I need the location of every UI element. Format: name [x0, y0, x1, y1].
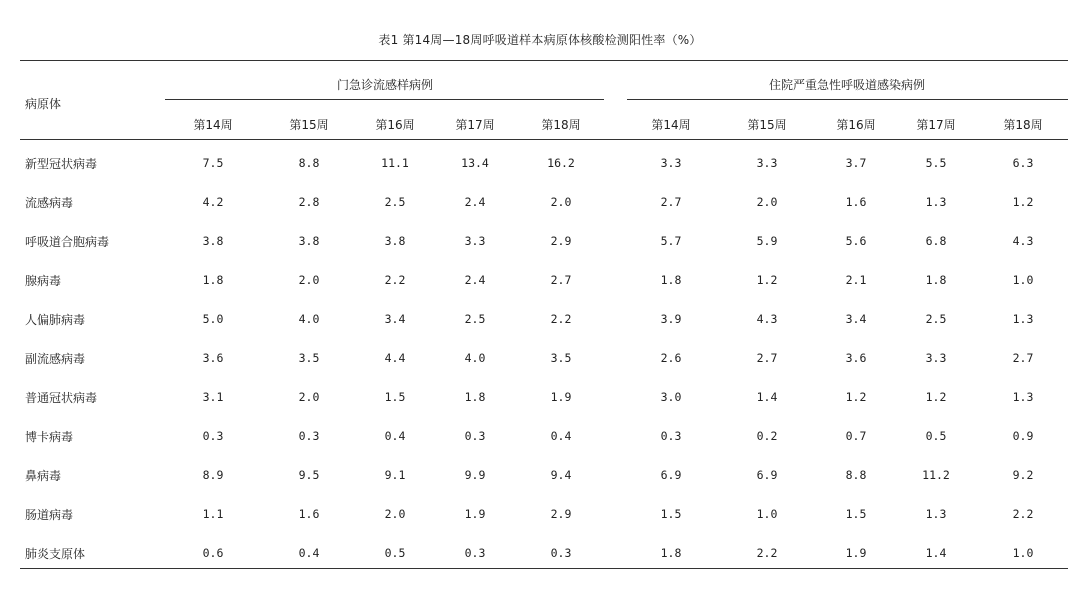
outpatient-rate-cell: 0.6	[202, 546, 224, 560]
outpatient-rate-cell: 16.2	[547, 156, 575, 170]
outpatient-rate-cell: 8.9	[202, 468, 224, 482]
outpatient-rate-cell: 2.2	[384, 273, 406, 287]
outpatient-week-header-4: 第17周	[455, 118, 495, 132]
inpatient-week-header-1: 第14周	[651, 118, 691, 132]
inpatient-rate-cell: 1.8	[660, 273, 682, 287]
outpatient-rate-cell: 1.5	[384, 390, 406, 404]
top-rule	[20, 60, 1068, 61]
inpatient-rate-cell: 0.7	[845, 429, 867, 443]
outpatient-rate-cell: 8.8	[298, 156, 320, 170]
table-caption: 表1 第14周—18周呼吸道样本病原体核酸检测阳性率（%）	[378, 33, 702, 47]
outpatient-rate-cell: 2.9	[550, 234, 572, 248]
inpatient-week-header-5: 第18周	[1003, 118, 1043, 132]
outpatient-rate-cell: 13.4	[461, 156, 489, 170]
inpatient-rate-cell: 4.3	[1012, 234, 1034, 248]
inpatient-rate-cell: 1.3	[925, 195, 947, 209]
inpatient-rate-cell: 3.4	[845, 312, 867, 326]
inpatient-rate-cell: 1.0	[1012, 273, 1034, 287]
inpatient-rate-cell: 1.8	[660, 546, 682, 560]
outpatient-rate-cell: 9.5	[298, 468, 320, 482]
inpatient-rate-cell: 1.3	[1012, 312, 1034, 326]
outpatient-rate-cell: 0.4	[298, 546, 320, 560]
inpatient-rate-cell: 3.0	[660, 390, 682, 404]
outpatient-rate-cell: 2.4	[464, 195, 486, 209]
header-bottom-rule	[20, 139, 1068, 140]
inpatient-rate-cell: 5.9	[756, 234, 778, 248]
outpatient-rate-cell: 3.3	[464, 234, 486, 248]
outpatient-rate-cell: 2.4	[464, 273, 486, 287]
outpatient-rate-cell: 11.1	[381, 156, 409, 170]
outpatient-rate-cell: 0.3	[550, 546, 572, 560]
pathogen-name: 人偏肺病毒	[25, 313, 86, 327]
pathogen-column-header: 病原体	[25, 97, 62, 111]
outpatient-week-header-1: 第14周	[193, 118, 233, 132]
inpatient-rate-cell: 2.2	[756, 546, 778, 560]
inpatient-rate-cell: 9.2	[1012, 468, 1034, 482]
outpatient-rate-cell: 0.3	[202, 429, 224, 443]
outpatient-rate-cell: 0.4	[550, 429, 572, 443]
outpatient-rate-cell: 3.8	[298, 234, 320, 248]
inpatient-rate-cell: 1.3	[925, 507, 947, 521]
inpatient-rate-cell: 0.9	[1012, 429, 1034, 443]
outpatient-week-header-2: 第15周	[289, 118, 329, 132]
inpatient-rate-cell: 3.7	[845, 156, 867, 170]
inpatient-rate-cell: 2.0	[756, 195, 778, 209]
inpatient-rate-cell: 1.2	[1012, 195, 1034, 209]
outpatient-rate-cell: 3.6	[202, 351, 224, 365]
inpatient-rate-cell: 2.5	[925, 312, 947, 326]
outpatient-rate-cell: 9.4	[550, 468, 572, 482]
inpatient-group-rule	[627, 99, 1068, 100]
inpatient-rate-cell: 2.7	[756, 351, 778, 365]
inpatient-rate-cell: 6.8	[925, 234, 947, 248]
pathogen-name: 新型冠状病毒	[25, 157, 98, 171]
outpatient-rate-cell: 2.5	[464, 312, 486, 326]
inpatient-rate-cell: 2.6	[660, 351, 682, 365]
outpatient-rate-cell: 0.3	[464, 546, 486, 560]
inpatient-rate-cell: 0.2	[756, 429, 778, 443]
outpatient-rate-cell: 1.8	[202, 273, 224, 287]
outpatient-rate-cell: 3.1	[202, 390, 224, 404]
pathogen-name: 副流感病毒	[25, 352, 86, 366]
outpatient-rate-cell: 9.9	[464, 468, 486, 482]
inpatient-rate-cell: 2.1	[845, 273, 867, 287]
inpatient-rate-cell: 2.2	[1012, 507, 1034, 521]
outpatient-rate-cell: 3.8	[202, 234, 224, 248]
outpatient-group-rule	[165, 99, 604, 100]
inpatient-rate-cell: 1.2	[845, 390, 867, 404]
inpatient-rate-cell: 1.8	[925, 273, 947, 287]
inpatient-rate-cell: 4.3	[756, 312, 778, 326]
inpatient-rate-cell: 1.0	[756, 507, 778, 521]
outpatient-rate-cell: 2.0	[298, 273, 320, 287]
outpatient-rate-cell: 0.5	[384, 546, 406, 560]
outpatient-rate-cell: 1.9	[550, 390, 572, 404]
outpatient-group-header: 门急诊流感样病例	[336, 78, 434, 92]
inpatient-rate-cell: 5.5	[925, 156, 947, 170]
inpatient-rate-cell: 0.5	[925, 429, 947, 443]
pathogen-name: 鼻病毒	[25, 469, 62, 483]
inpatient-rate-cell: 3.3	[756, 156, 778, 170]
inpatient-rate-cell: 11.2	[922, 468, 950, 482]
inpatient-rate-cell: 3.9	[660, 312, 682, 326]
outpatient-rate-cell: 2.7	[550, 273, 572, 287]
inpatient-rate-cell: 1.5	[660, 507, 682, 521]
outpatient-rate-cell: 2.0	[384, 507, 406, 521]
pathogen-name: 普通冠状病毒	[25, 391, 98, 405]
outpatient-rate-cell: 4.4	[384, 351, 406, 365]
outpatient-rate-cell: 2.0	[298, 390, 320, 404]
pathogen-name: 腺病毒	[25, 274, 62, 288]
outpatient-rate-cell: 1.8	[464, 390, 486, 404]
pathogen-name: 肠道病毒	[25, 508, 74, 522]
outpatient-rate-cell: 5.0	[202, 312, 224, 326]
outpatient-rate-cell: 2.5	[384, 195, 406, 209]
inpatient-rate-cell: 1.3	[1012, 390, 1034, 404]
inpatient-rate-cell: 1.4	[925, 546, 947, 560]
inpatient-week-header-4: 第17周	[916, 118, 956, 132]
inpatient-rate-cell: 8.8	[845, 468, 867, 482]
inpatient-rate-cell: 3.3	[925, 351, 947, 365]
outpatient-rate-cell: 2.8	[298, 195, 320, 209]
outpatient-rate-cell: 2.9	[550, 507, 572, 521]
outpatient-rate-cell: 1.1	[202, 507, 224, 521]
inpatient-week-header-2: 第15周	[747, 118, 787, 132]
outpatient-rate-cell: 7.5	[202, 156, 224, 170]
inpatient-group-header: 住院严重急性呼吸道感染病例	[768, 78, 926, 92]
outpatient-rate-cell: 0.3	[298, 429, 320, 443]
outpatient-rate-cell: 0.4	[384, 429, 406, 443]
outpatient-rate-cell: 1.6	[298, 507, 320, 521]
outpatient-rate-cell: 4.2	[202, 195, 224, 209]
inpatient-rate-cell: 3.6	[845, 351, 867, 365]
outpatient-rate-cell: 1.9	[464, 507, 486, 521]
inpatient-rate-cell: 1.6	[845, 195, 867, 209]
pathogen-name: 流感病毒	[25, 196, 74, 210]
pathogen-name: 肺炎支原体	[25, 547, 86, 561]
outpatient-rate-cell: 2.0	[550, 195, 572, 209]
bottom-rule	[20, 568, 1068, 569]
outpatient-rate-cell: 4.0	[298, 312, 320, 326]
inpatient-rate-cell: 6.3	[1012, 156, 1034, 170]
outpatient-rate-cell: 0.3	[464, 429, 486, 443]
outpatient-rate-cell: 2.2	[550, 312, 572, 326]
inpatient-rate-cell: 2.7	[1012, 351, 1034, 365]
outpatient-rate-cell: 3.8	[384, 234, 406, 248]
inpatient-rate-cell: 6.9	[660, 468, 682, 482]
outpatient-week-header-3: 第16周	[375, 118, 415, 132]
inpatient-rate-cell: 1.5	[845, 507, 867, 521]
inpatient-rate-cell: 5.7	[660, 234, 682, 248]
outpatient-rate-cell: 4.0	[464, 351, 486, 365]
outpatient-week-header-5: 第18周	[541, 118, 581, 132]
inpatient-rate-cell: 1.9	[845, 546, 867, 560]
outpatient-rate-cell: 3.4	[384, 312, 406, 326]
inpatient-rate-cell: 5.6	[845, 234, 867, 248]
inpatient-week-header-3: 第16周	[836, 118, 876, 132]
inpatient-rate-cell: 1.4	[756, 390, 778, 404]
outpatient-rate-cell: 3.5	[298, 351, 320, 365]
inpatient-rate-cell: 0.3	[660, 429, 682, 443]
inpatient-rate-cell: 1.0	[1012, 546, 1034, 560]
inpatient-rate-cell: 6.9	[756, 468, 778, 482]
inpatient-rate-cell: 1.2	[756, 273, 778, 287]
outpatient-rate-cell: 3.5	[550, 351, 572, 365]
inpatient-rate-cell: 2.7	[660, 195, 682, 209]
outpatient-rate-cell: 9.1	[384, 468, 406, 482]
pathogen-name: 博卡病毒	[25, 430, 74, 444]
inpatient-rate-cell: 1.2	[925, 390, 947, 404]
inpatient-rate-cell: 3.3	[660, 156, 682, 170]
pathogen-name: 呼吸道合胞病毒	[25, 235, 110, 249]
